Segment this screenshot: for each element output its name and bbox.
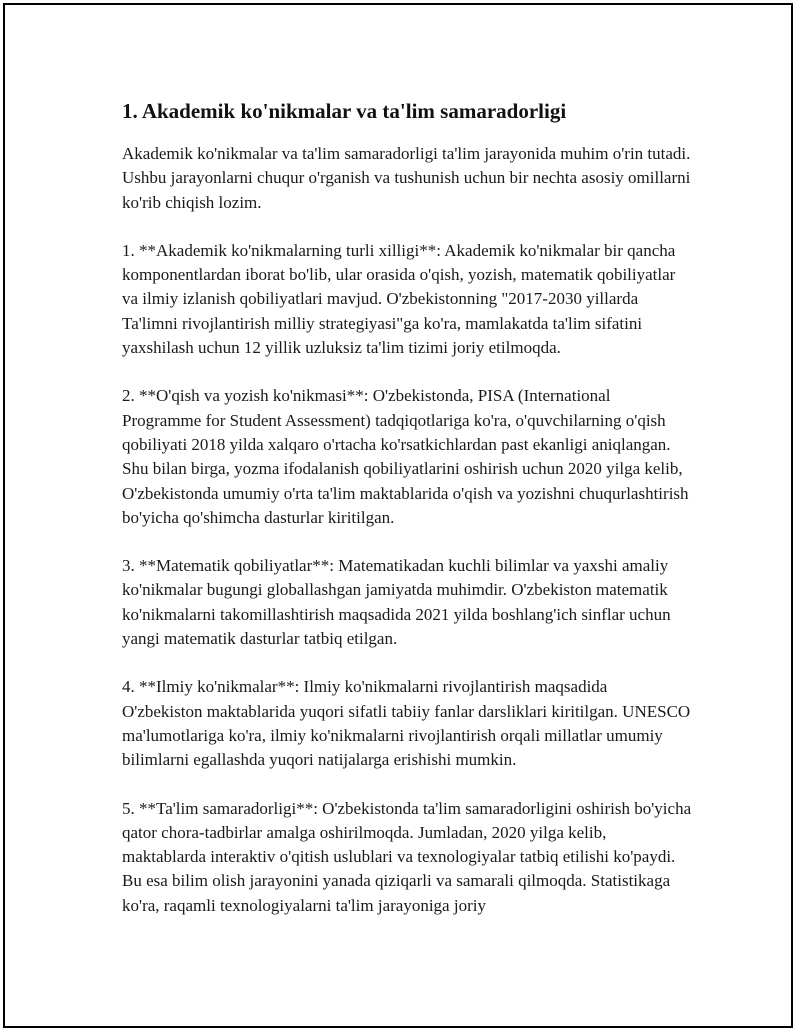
intro-paragraph: Akademik ko'nikmalar va ta'lim samaradorligi ta'lim jarayonida muhim o'rin tutadi. Ushbu jarayonlarni chuqur o'rganish va tushunish uchun bir nechta asosiy omillarni ko'rib chiqish lozim. <box>122 144 691 212</box>
paragraph-math-abilities: 3. **Matematik qobiliyatlar**: Matematikadan kuchli bilimlar va yaxshi amaliy ko'nikmalar bugungi globallashgan jamiyatda muhimdir. O'zbekiston matematik ko'nikmalarni takomillashtirish maqsadida 2021 yilda boshlang'ich sinflar uchun yangi matematik dasturlar tatbiq etilgan. <box>122 556 671 649</box>
paragraph-reading-writing: 2. **O'qish va yozish ko'nikmasi**: O'zbekistonda, PISA (International Programme for Student Assessment) tadqiqotlariga ko'ra, o'quvchilarning o'qish qobiliyati 2018 yilda xalqaro o'rtacha ko'rsatkichlardan past ekanligi aniqlangan. Shu bilan birga, yozma ifodalanish qobiliyatlarini oshirish uchun 2020 yilga kelib, O'zbekistonda umumiy o'rta ta'lim maktablarida o'qish va yozishni chuqurlashtirish bo'yicha qo'shimcha dasturlar kiritilgan. <box>122 386 689 527</box>
paragraph-education-efficiency: 5. **Ta'lim samaradorligi**: O'zbekistonda ta'lim samaradorligini oshirish bo'yicha qator chora-tadbirlar amalga oshirilmoqda. Jumladan, 2020 yilga kelib, maktablarda interaktiv o'qitish uslublari va texnologiyalar tatbiq etilishi ko'paydi. Bu esa bilim olish jarayonini yanada qiziqarli va samarali qilmoqda. Statistikaga ko'ra, raqamli texnologiyalarni ta'lim jarayoniga joriy <box>122 798 692 915</box>
section-heading: 1. Akademik ko'nikmalar va ta'lim samaradorligi <box>122 99 567 123</box>
document-body <box>122 97 692 942</box>
page-frame <box>3 3 793 1028</box>
paragraph-science-skills: 4. **Ilmiy ko'nikmalar**: Ilmiy ko'nikmalarni rivojlantirish maqsadida O'zbekiston maktablarida yuqori sifatli tabiiy fanlar darsliklari kiritilgan. UNESCO ma'lumotlariga ko'ra, ilmiy ko'nikmalarni rivojlantirish orqali millatlar umumiy bilimlarni egallashda yuqori natijalarga erishishi mumkin. <box>122 677 691 770</box>
paragraph-academic-skills-diversity: 1. **Akademik ko'nikmalarning turli xilligi**: Akademik ko'nikmalar bir qancha komponentlardan iborat bo'lib, ular orasida o'qish, yozish, matematik qobiliyatlar va ilmiy izlanish qobiliyatlari mavjud. O'zbekistonning "2017-2030 yillarda Ta'limni rivojlantirish milliy strategiyasi"ga ko'ra, mamlakatda ta'lim sifatini yaxshilash uchun 12 yillik uzluksiz ta'lim tizimi joriy etilmoqda. <box>122 240 676 358</box>
